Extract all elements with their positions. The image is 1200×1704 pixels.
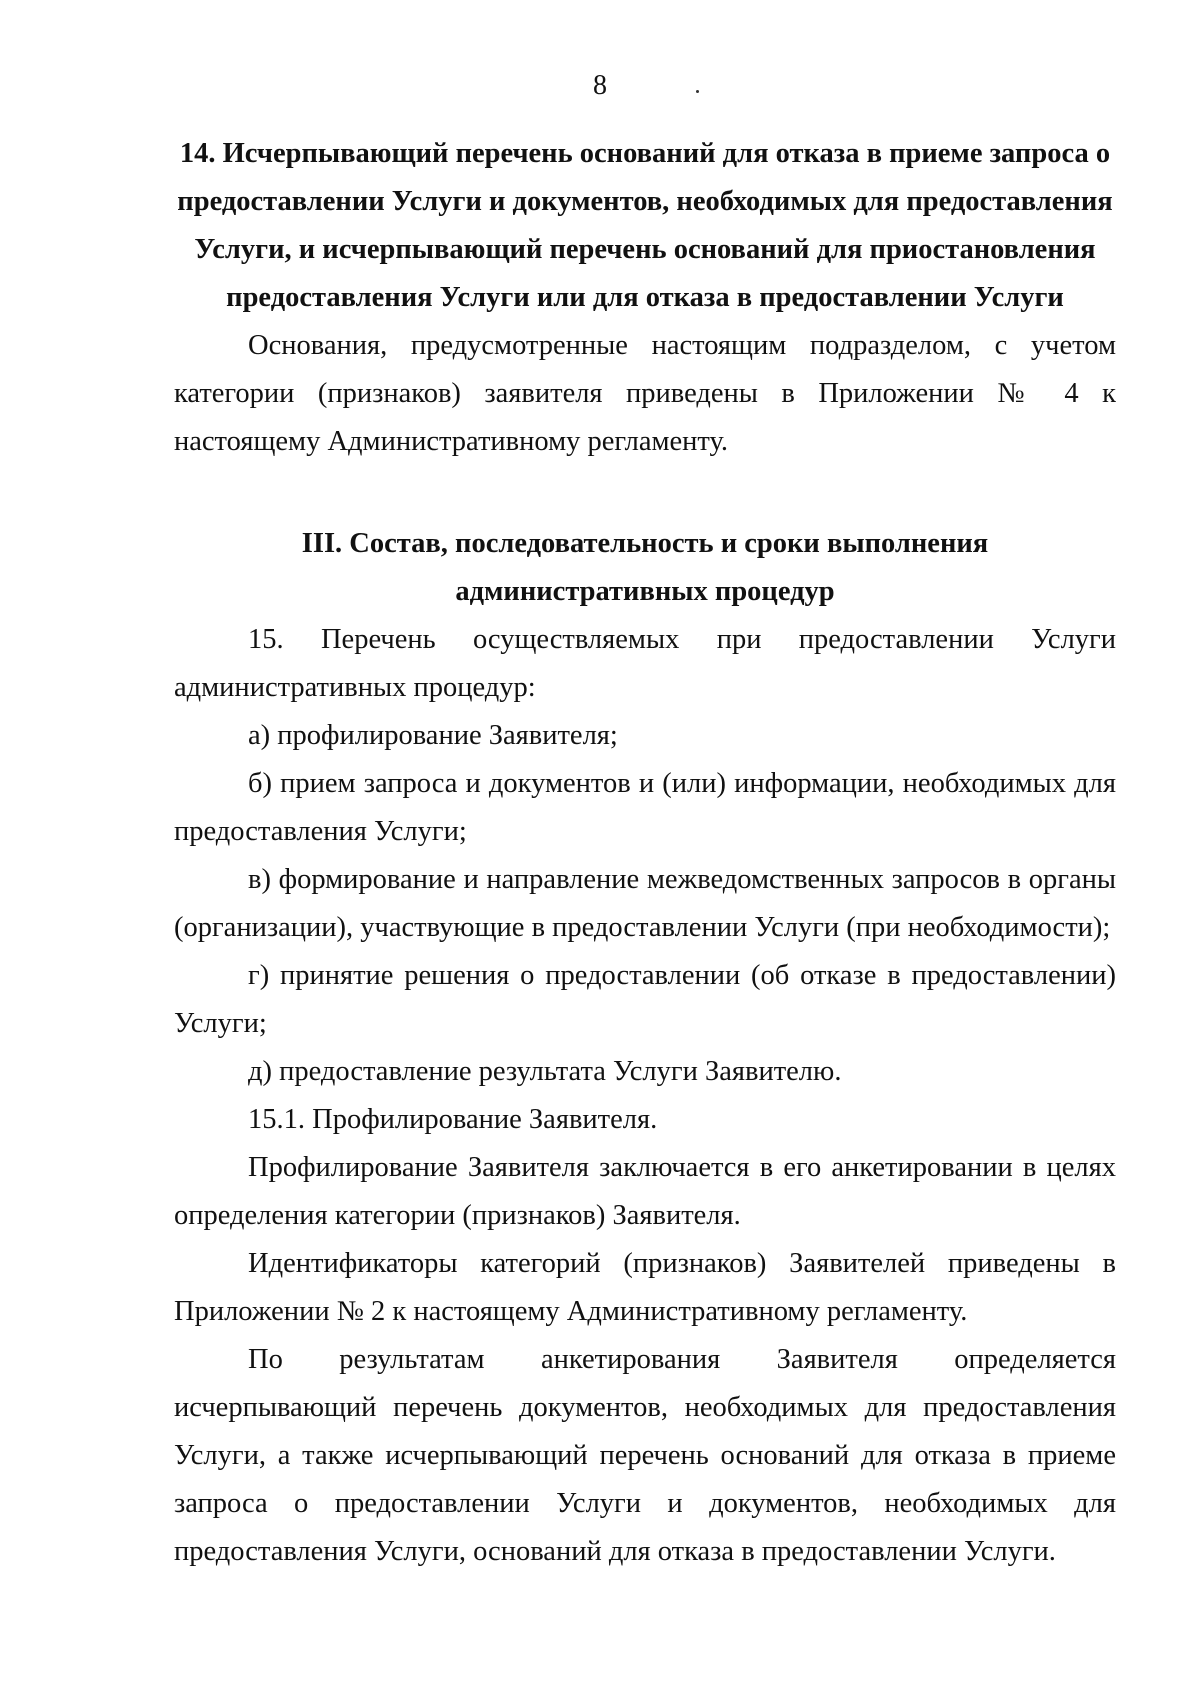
paragraph-profiling: Профилирование Заявителя заключается в его анкетировании в целях определения категории (признаков) Заявителя. [174,1152,1116,1231]
paragraph-15-1-title: 15.1. Профилирование Заявителя. [248,1104,658,1135]
section-14-body: Основания, предусмотренные настоящим подразделом, с учетом категории (признаков) заявителя приведены в Приложении № 4 к настоящему Административному регламенту. [174,330,1116,457]
list-item-g: г) принятие решения о предоставлении (об отказе в предоставлении) Услуги; [174,960,1116,1039]
list-item-b: б) прием запроса и документов и (или) информации, необходимых для предоставления Услуги; [174,768,1116,847]
paragraph-15: 15. Перечень осуществляемых при предоставлении Услуги административных процедур: [174,624,1116,703]
list-item-a: а) профилирование Заявителя; [248,720,618,751]
section-3-heading: III. Состав, последовательность и сроки выполнения административных процедур [301,528,989,607]
list-item-d: д) предоставление результата Услуги Заявителю. [248,1056,842,1087]
document-body [174,130,1116,1576]
section-14-heading: 14. Исчерпывающий перечень оснований для отказа в приеме запроса о предоставлении Услуги и документов, необходимых для предоставления Услуги, и исчерпывающий перечень оснований для приостановления предоставления Услуги или для отказа в предоставлении Услуги [177,138,1113,313]
list-item-v: в) формирование и направление межведомственных запросов в органы (организации), участвующие в предоставлении Услуги (при необходимости); [174,864,1116,943]
paragraph-results: По результатам анкетирования Заявителя определяется исчерпывающий перечень документов, необходимых для предоставления Услуги, а также исчерпывающий перечень оснований для отказа в приеме запроса о предоставлении Услуги и документов, необходимых для предоставления Услуги, оснований для отказа в предоставлении Услуги. [174,1344,1116,1567]
scan-speck [696,90,699,93]
paragraph-identifiers: Идентификаторы категорий (признаков) Заявителей приведены в Приложении № 2 к настоящему Административному регламенту. [174,1248,1116,1327]
page-number: 8 [593,70,607,101]
